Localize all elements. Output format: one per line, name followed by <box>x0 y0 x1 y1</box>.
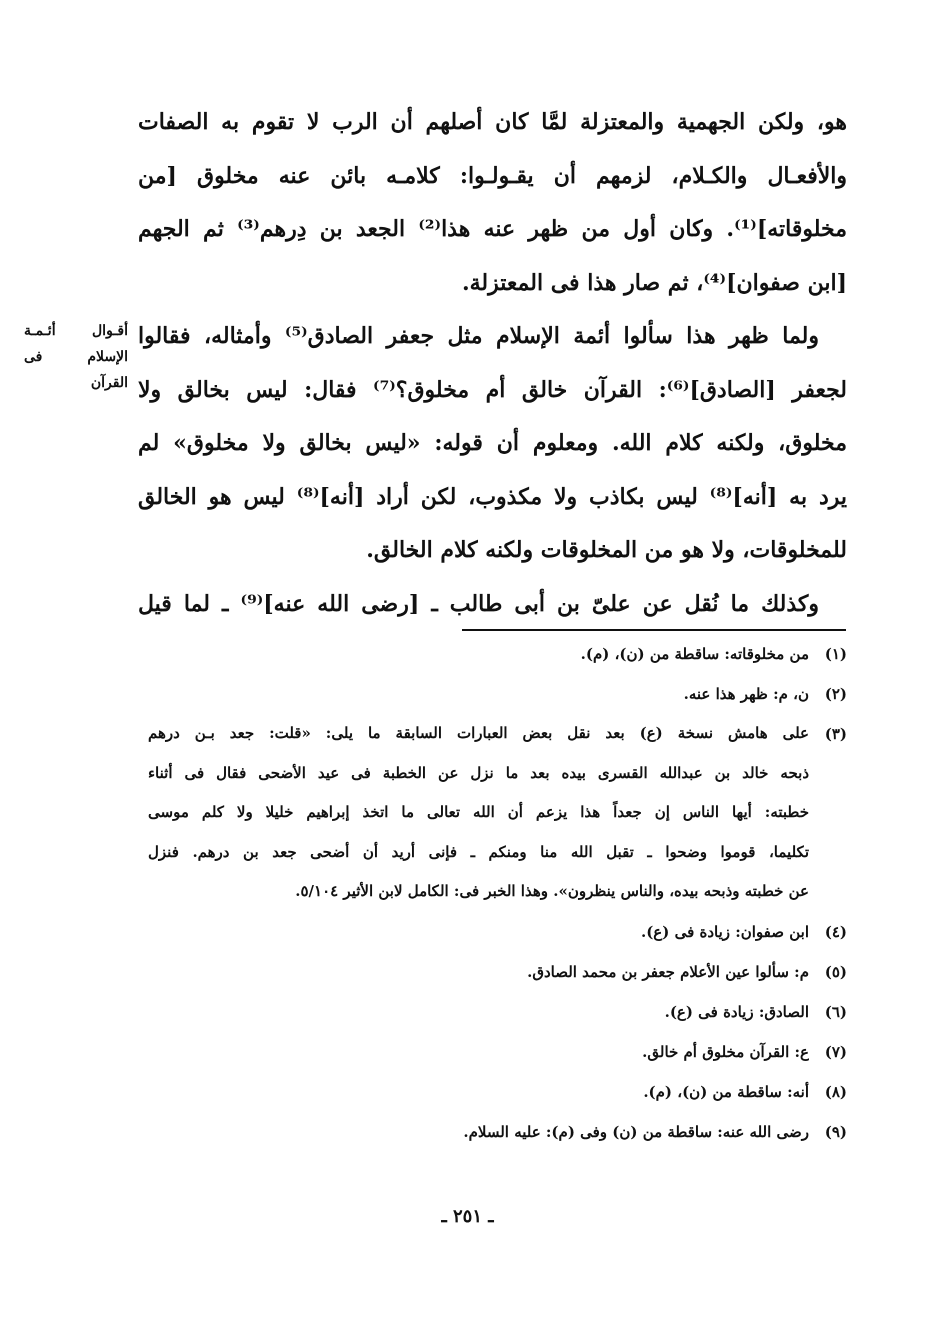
footnote-text: عن خطبته وذبحه بيده، والناس ينظرون». وهذا الخبر فى: الكامل لابن الأثير ٥/١٠٤. <box>295 882 809 901</box>
footnote-separator <box>462 629 846 631</box>
footnote-number: (٦) <box>824 1002 847 1021</box>
footnote-number: (٨) <box>824 1082 847 1101</box>
footnote <box>148 674 847 714</box>
body-line: والأفعـال والكـلام، لزمهم أن يقـولـوا: كلامـه بائن عنه مخلوق [من <box>138 162 847 189</box>
margin-note-line: الإسلام فى <box>24 349 128 365</box>
footnote-text: خطبته: أيها الناس إن جعداً هذا يزعم أن الله تعالى ما اتخذ إبراهيم خليلا ولا كلم موسى <box>148 803 809 822</box>
footnote-text: الصادق: زيادة فى (ع). <box>664 1002 809 1021</box>
body-line: وكذلك ما نُقل عن علىّ بن أبى طالب ـ [رضى الله عنه]⁽⁹⁾ ـ لما قيل <box>138 590 819 617</box>
footnote <box>148 912 847 952</box>
footnote-number: (٢) <box>824 685 847 703</box>
footnote-number: (٩) <box>824 1122 847 1141</box>
footnote-number: (٧) <box>824 1042 847 1061</box>
footnote <box>148 714 847 912</box>
footnote-text: رضى الله عنه: ساقطة من (ن) وفى (م): عليه السلام. <box>463 1122 809 1141</box>
footnote-number: (٣) <box>824 725 847 743</box>
body-line: مخلوقاته]⁽¹⁾. وكان أول من ظهر عنه هذا⁽²⁾ الجعد بن دِرهم⁽³⁾ ثم الجهم <box>138 216 847 242</box>
main-text-block <box>138 96 847 631</box>
margin-note <box>24 318 128 396</box>
body-line: هو، ولكن الجهمية والمعتزلة لمَّا كان أصلهم أن الرب لا تقوم به الصفات <box>138 109 847 135</box>
margin-note-line: القرآن <box>90 375 128 391</box>
footnote-text: أنه: ساقطة من (ن)، (م). <box>643 1082 809 1101</box>
body-line: ولما ظهر هذا سألوا أئمة الإسلام مثل جعفر الصادق⁽⁵⁾ وأمثاله، فقالوا <box>138 323 819 349</box>
body-line: لجعفر [الصادق]⁽⁶⁾: القرآن خالق أم مخلوق؟⁽⁷⁾ فقال: ليس بخالق ولا <box>138 376 847 403</box>
body-line: للمخلوقات، ولا هو من المخلوقات ولكنه كلام الخالق. <box>366 537 847 563</box>
footnote <box>148 992 847 1032</box>
footnote-number: (١) <box>824 645 847 663</box>
margin-note-line: أقـوال أئـمـة <box>24 323 128 339</box>
footnote-number: (٤) <box>824 922 847 941</box>
body-line: [ابن صفوان]⁽⁴⁾، ثم صار هذا فى المعتزلة. <box>461 269 847 296</box>
footnote <box>148 952 847 992</box>
footnote-text: ابن صفوان: زيادة فى (ع). <box>640 922 809 941</box>
footnote <box>148 1032 847 1072</box>
footnote-text: ع: القرآن مخلوق أم خالق. <box>642 1042 809 1061</box>
body-line: مخلوق، ولكنه كلام الله. ومعلوم أن قوله: «ليس بخالق ولا مخلوق» لم <box>138 430 847 456</box>
footnote-number: (٥) <box>824 962 847 981</box>
footnote-text: ن، م: ظهر هذا عنه. <box>683 685 809 703</box>
footnote-text: من مخلوقاته: ساقطة من (ن)، (م). <box>580 645 809 663</box>
page-number: ـ ٢٥١ ـ <box>441 1206 494 1227</box>
footnote-text: على هامش نسخة (ع) بعد نقل بعض العبارات السابقة ما يلى: «قلت: جعد بـن درهم <box>148 724 809 742</box>
footnote <box>148 1112 847 1152</box>
footnote <box>148 1072 847 1112</box>
footnotes <box>148 634 847 1152</box>
footnote-text: م: سألوا عين الأعلام جعفر بن محمد الصادق. <box>527 962 809 981</box>
footnote-text: تكليما، قوموا وضحوا ـ تقبل الله منا ومنكم ـ فإنى أريد أن أضحى جعد بن درهم. فنزل <box>148 842 809 861</box>
footnote-text: ذبحه خالد بن عبدالله القسرى بيده بعد ما نزل عن الخطبة فى عيد الأضحى فقال فى أثناء <box>148 763 809 782</box>
footnote <box>148 634 847 674</box>
body-line: يرد به [أنه]⁽⁸⁾ ليس بكاذب ولا مكذوب، لكن أراد [أنه]⁽⁸⁾ ليس هو الخالق <box>138 483 847 510</box>
